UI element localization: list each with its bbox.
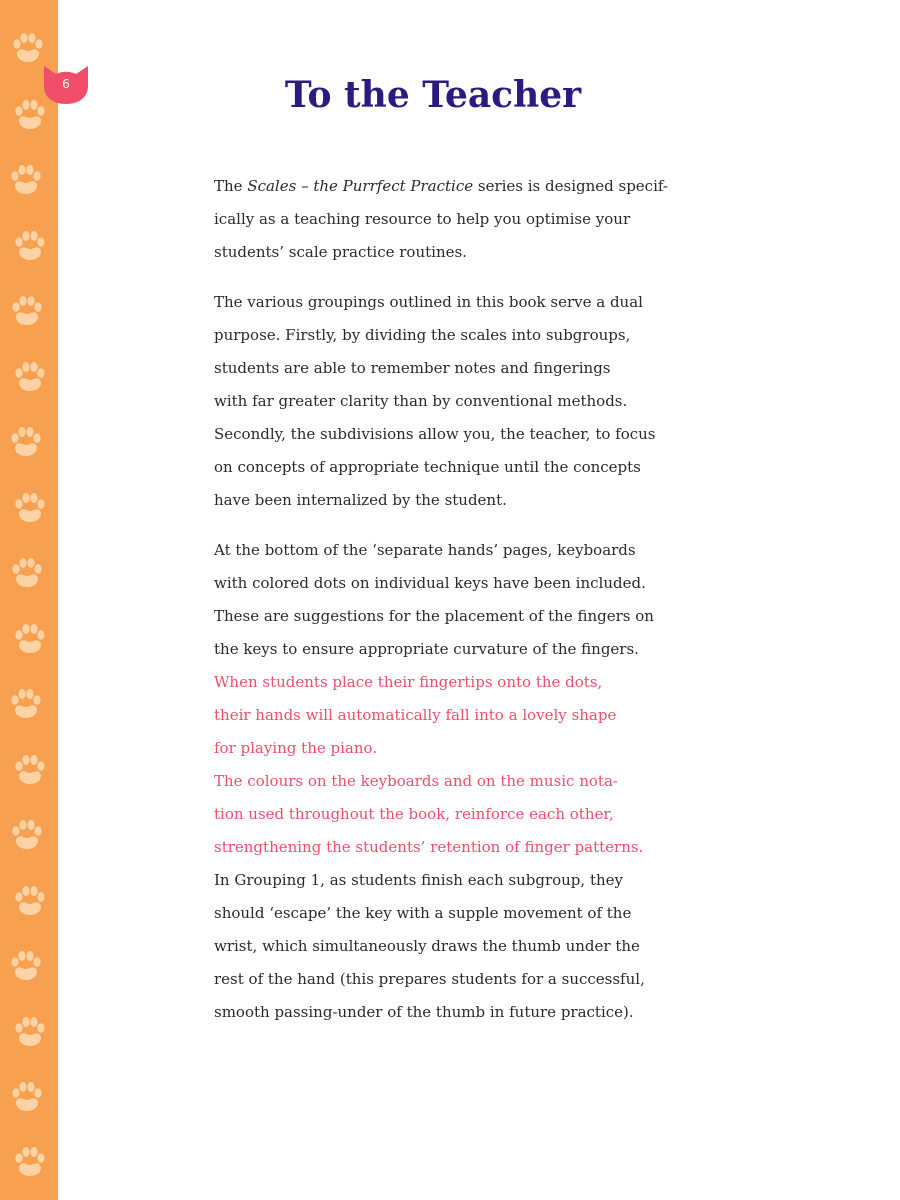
paw-icon <box>12 1082 41 1111</box>
text-line: have been internalized by the student. <box>214 491 507 509</box>
highlighted-text-line: The colours on the keyboards and on the music nota- <box>214 772 618 790</box>
highlighted-text-line: their hands will automatically fall into a lovely shape <box>214 706 617 724</box>
page-number: 6 <box>62 77 70 91</box>
paw-icon <box>15 624 44 653</box>
highlighted-text-line: When students place their fingertips onto the dots, <box>214 673 603 691</box>
paw-icon <box>15 1017 44 1046</box>
text-line: students’ scale practice routines. <box>214 243 467 261</box>
paragraph-intro <box>214 170 669 269</box>
text-line: with colored dots on individual keys have been included. <box>214 574 646 592</box>
paw-icon <box>11 951 40 980</box>
text-line: wrist, which simultaneously draws the thumb under the <box>214 937 640 955</box>
paw-icon <box>11 165 40 194</box>
paw-icon <box>12 296 41 325</box>
paw-icon <box>11 689 40 718</box>
paw-icon <box>15 755 44 784</box>
paragraph-groupings <box>214 286 669 517</box>
text-line: rest of the hand (this prepares students for a successful, <box>214 970 645 988</box>
text-line: These are suggestions for the placement of the fingers on <box>214 607 654 625</box>
paw-icon <box>15 231 44 260</box>
paw-icon <box>11 427 40 456</box>
paw-icon <box>13 33 42 62</box>
paw-icon <box>12 820 41 849</box>
body-text <box>214 170 669 1046</box>
paw-icon <box>12 558 41 587</box>
text-line: Secondly, the subdivisions allow you, the teacher, to focus <box>214 425 656 443</box>
text-line: At the bottom of the ‘separate hands’ pages, keyboards <box>214 541 636 559</box>
paw-icon <box>15 886 44 915</box>
highlighted-text-line: tion used throughout the book, reinforce each other, <box>214 805 614 823</box>
text-line: The various groupings outlined in this book serve a dual <box>214 293 643 311</box>
highlighted-text-line: strengthening the students’ retention of finger patterns. <box>214 838 644 856</box>
paw-icon <box>15 362 44 391</box>
text-line: with far greater clarity than by conventional methods. <box>214 392 628 410</box>
text-line: The Scales – the Purrfect Practice series is designed specif- <box>214 177 668 195</box>
text-line: on concepts of appropriate technique until the concepts <box>214 458 641 476</box>
paragraph-keyboards <box>214 534 669 1029</box>
highlighted-text-line: for playing the piano. <box>214 739 378 757</box>
paw-print-border <box>0 0 58 1200</box>
text-line: ically as a teaching resource to help you optimise your <box>214 210 631 228</box>
paw-icon <box>15 493 44 522</box>
paw-print-pattern <box>0 0 58 1200</box>
text-line: students are able to remember notes and fingerings <box>214 359 611 377</box>
page-title: To the Teacher <box>284 74 582 116</box>
paw-icon <box>15 1147 44 1176</box>
text-line: purpose. Firstly, by dividing the scales into subgroups, <box>214 326 631 344</box>
text-line: In Grouping 1, as students finish each subgroup, they <box>214 871 623 889</box>
series-title: Scales – the Purrfect Practice <box>247 177 474 195</box>
text-line: smooth passing-under of the thumb in future practice). <box>214 1003 634 1021</box>
text-line: the keys to ensure appropriate curvature of the fingers. <box>214 640 639 658</box>
text-line: should ‘escape’ the key with a supple movement of the <box>214 904 632 922</box>
